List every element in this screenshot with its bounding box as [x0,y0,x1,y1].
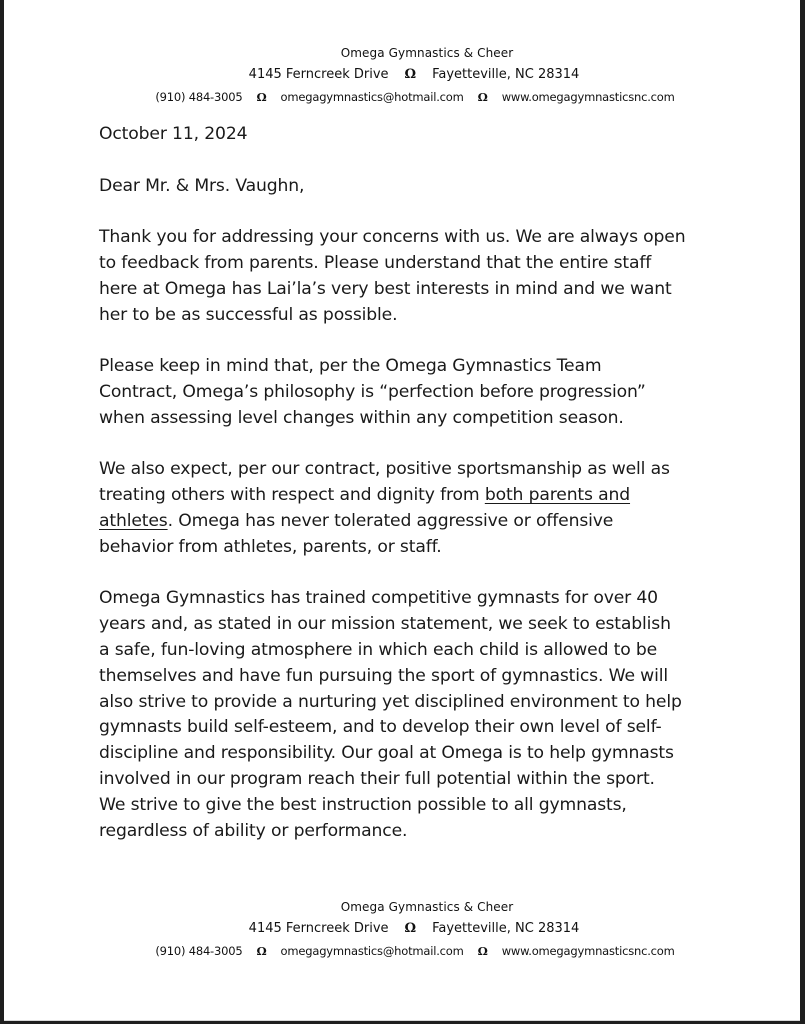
letter-body [99,122,719,844]
omega-separator-icon: Ω [256,944,267,958]
org-address [4,64,800,86]
paragraph-line: Omega Gymnastics has trained competitive gymnasts for over 40 [99,588,658,609]
website-url: www.omegagymnasticsnc.com [501,90,675,104]
paragraph-line: also strive to provide a nurturing yet disciplined environment to help [99,691,682,712]
letter-date: October 11, 2024 [99,124,248,144]
paragraph-2 [99,354,719,431]
omega-separator-icon: Ω [477,944,488,958]
street-address: 4145 Ferncreek Drive [248,921,389,936]
underlined-emphasis: both parents and [484,485,631,506]
paragraph-line: We strive to give the best instruction possible to all gymnasts, [99,794,627,815]
paragraph-line: here at Omega has Lai’la’s very best interests in mind and we want [99,278,672,299]
paragraph-4 [99,586,719,844]
paragraph-line: Contract, Omega’s philosophy is “perfection before progression” [99,381,646,402]
omega-separator-icon: Ω [404,67,417,82]
email-address: omegagymnastics@hotmail.com [280,90,464,104]
paragraph-line: regardless of ability or performance. [99,820,408,841]
paragraph-line: themselves and have fun pursuing the sport of gymnastics. We will [99,665,668,686]
phone-number: (910) 484-3005 [155,944,243,958]
underlined-emphasis: athletes [99,510,168,531]
paragraph-line: Thank you for addressing your concerns with us. We are always open [99,227,686,248]
email-address: omegagymnastics@hotmail.com [280,944,464,958]
phone-number: (910) 484-3005 [155,90,243,104]
text-segment: treating others with respect and dignity from [99,485,485,506]
org-contact [4,86,800,108]
city-state-zip: Fayetteville, NC 28314 [432,921,580,936]
paragraph-line [99,483,719,509]
text-segment: . Omega has never tolerated aggressive or offensive [167,510,614,531]
paragraph-line [99,509,719,535]
paragraph-line: We also expect, per our contract, positive sportsmanship as well as [99,459,670,480]
paragraph-line: to feedback from parents. Please understand that the entire staff [99,252,652,273]
omega-separator-icon: Ω [404,921,417,936]
paragraph-line: behavior from athletes, parents, or staff. [99,536,442,557]
city-state-zip: Fayetteville, NC 28314 [432,67,580,82]
paragraph-line: Please keep in mind that, per the Omega Gymnastics Team [99,356,602,377]
org-address [4,918,800,940]
paragraph-3 [99,457,719,560]
org-contact [4,940,800,962]
website-url: www.omegagymnasticsnc.com [501,944,675,958]
omega-separator-icon: Ω [256,90,267,104]
omega-separator-icon: Ω [477,90,488,104]
paragraph-line: a safe, fun-loving atmosphere in which each child is allowed to be [99,639,658,660]
paragraph-line: involved in our program reach their full potential within the sport. [99,768,655,789]
letterhead-footer [4,896,800,962]
paragraph-line: her to be as successful as possible. [99,304,398,325]
letterhead-header [4,42,800,108]
street-address: 4145 Ferncreek Drive [248,67,389,82]
letter-salutation: Dear Mr. & Mrs. Vaughn, [99,175,305,196]
paragraph-1 [99,225,719,328]
paragraph-line: gymnasts build self-esteem, and to develop their own level of self- [99,717,662,738]
paragraph-line: years and, as stated in our mission statement, we seek to establish [99,614,671,635]
paragraph-line: discipline and responsibility. Our goal at Omega is to help gymnasts [99,743,674,764]
org-name: Omega Gymnastics & Cheer [340,900,514,914]
letter-page [4,0,800,1021]
paragraph-line: when assessing level changes within any competition season. [99,407,624,428]
org-name: Omega Gymnastics & Cheer [340,46,514,60]
